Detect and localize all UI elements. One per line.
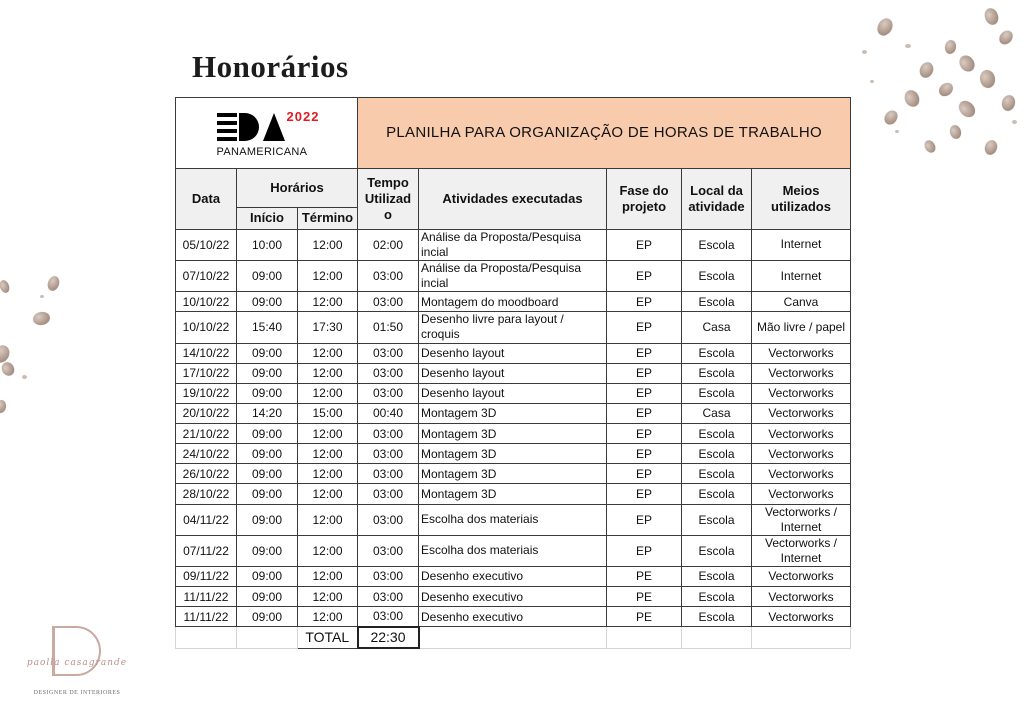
total-empty-cell <box>607 627 682 648</box>
cell-atividade: Montagem 3D <box>419 484 607 504</box>
cell-fase: EP <box>607 444 682 464</box>
cell-local: Casa <box>682 403 752 423</box>
cell-data: 04/11/22 <box>176 504 237 535</box>
table-row <box>176 312 851 343</box>
cell-local: Escola <box>682 464 752 484</box>
cell-tempo: 03:00 <box>358 343 419 363</box>
cell-termino: 12:00 <box>298 383 358 403</box>
cell-termino: 12:00 <box>298 587 358 607</box>
cell-tempo: 03:00 <box>358 587 419 607</box>
cell-tempo: 03:00 <box>358 383 419 403</box>
cell-inicio: 09:00 <box>237 504 298 535</box>
cell-data: 07/10/22 <box>176 261 237 292</box>
cell-inicio: 15:40 <box>237 312 298 343</box>
cell-atividade: Montagem 3D <box>419 403 607 423</box>
cell-inicio: 09:00 <box>237 535 298 566</box>
total-row <box>176 627 851 648</box>
cell-termino: 12:00 <box>298 464 358 484</box>
cell-termino: 12:00 <box>298 261 358 292</box>
header-local: Local da atividade <box>682 169 752 229</box>
cell-fase: EP <box>607 403 682 423</box>
header-tempo-utilizado: Tempo Utilizad o <box>358 169 419 229</box>
cell-meios: Mão livre / papel <box>752 312 851 343</box>
total-label: TOTAL <box>298 627 358 648</box>
cell-atividade: Montagem do moodboard <box>419 292 607 312</box>
cell-atividade: Desenho layout <box>419 383 607 403</box>
cell-atividade: Análise da Proposta/Pesquisa incial <box>419 229 607 260</box>
cell-local: Escola <box>682 363 752 383</box>
cell-tempo: 03:00 <box>358 292 419 312</box>
cell-termino: 12:00 <box>298 444 358 464</box>
cell-fase: EP <box>607 484 682 504</box>
cell-inicio: 09:00 <box>237 261 298 292</box>
cell-inicio: 09:00 <box>237 587 298 607</box>
cell-tempo: 03:00 <box>358 535 419 566</box>
cell-termino: 12:00 <box>298 607 358 627</box>
cell-meios: Internet <box>752 229 851 260</box>
table-row <box>176 444 851 464</box>
cell-fase: EP <box>607 504 682 535</box>
table-row <box>176 607 851 627</box>
cell-data: 09/11/22 <box>176 566 237 586</box>
cell-data: 10/10/22 <box>176 292 237 312</box>
cell-data: 10/10/22 <box>176 312 237 343</box>
total-empty-cell <box>419 627 607 648</box>
cell-meios: Vectorworks <box>752 424 851 444</box>
cell-local: Escola <box>682 504 752 535</box>
cell-termino: 12:00 <box>298 229 358 260</box>
table-row <box>176 383 851 403</box>
cell-tempo: 03:00 <box>358 464 419 484</box>
cell-termino: 12:00 <box>298 504 358 535</box>
cell-fase: EP <box>607 424 682 444</box>
cell-data: 21/10/22 <box>176 424 237 444</box>
cell-fase: EP <box>607 383 682 403</box>
cell-inicio: 09:00 <box>237 292 298 312</box>
cell-meios: Vectorworks <box>752 484 851 504</box>
cell-data: 19/10/22 <box>176 383 237 403</box>
cell-fase: PE <box>607 587 682 607</box>
cell-tempo: 03:00 <box>358 607 419 627</box>
cell-local: Casa <box>682 312 752 343</box>
cell-data: 17/10/22 <box>176 363 237 383</box>
header-termino: Término <box>298 207 358 229</box>
table-row <box>176 535 851 566</box>
total-empty-cell <box>237 627 298 648</box>
cell-meios: Vectorworks <box>752 607 851 627</box>
cell-fase: EP <box>607 464 682 484</box>
header-meios: Meios utilizados <box>752 169 851 229</box>
signature-name: paolla casagrande <box>26 658 128 668</box>
cell-termino: 12:00 <box>298 292 358 312</box>
cell-meios: Vectorworks <box>752 403 851 423</box>
cell-meios: Canva <box>752 292 851 312</box>
cell-meios: Internet <box>752 261 851 292</box>
cell-termino: 12:00 <box>298 363 358 383</box>
cell-termino: 12:00 <box>298 484 358 504</box>
header-atividades: Atividades executadas <box>419 169 607 229</box>
cell-termino: 12:00 <box>298 535 358 566</box>
cell-inicio: 09:00 <box>237 343 298 363</box>
table-row <box>176 464 851 484</box>
work-hours-table <box>175 97 851 649</box>
cell-inicio: 09:00 <box>237 363 298 383</box>
cell-data: 28/10/22 <box>176 484 237 504</box>
cell-local: Escola <box>682 587 752 607</box>
cell-termino: 12:00 <box>298 566 358 586</box>
table-row <box>176 343 851 363</box>
table-row <box>176 261 851 292</box>
cell-inicio: 09:00 <box>237 464 298 484</box>
sheet-banner-title: PLANILHA PARA ORGANIZAÇÃO DE HORAS DE TRABALHO <box>358 98 851 169</box>
cell-atividade: Montagem 3D <box>419 464 607 484</box>
cell-atividade: Desenho executivo <box>419 587 607 607</box>
cell-atividade: Montagem 3D <box>419 444 607 464</box>
cell-local: Escola <box>682 229 752 260</box>
cell-fase: EP <box>607 363 682 383</box>
cell-fase: PE <box>607 607 682 627</box>
cell-fase: EP <box>607 535 682 566</box>
table-row <box>176 403 851 423</box>
cell-fase: EP <box>607 229 682 260</box>
cell-tempo: 03:00 <box>358 261 419 292</box>
logo-cell <box>176 98 358 169</box>
cell-fase: EP <box>607 343 682 363</box>
cell-local: Escola <box>682 343 752 363</box>
cell-data: 14/10/22 <box>176 343 237 363</box>
cell-inicio: 09:00 <box>237 444 298 464</box>
cell-meios: Vectorworks <box>752 383 851 403</box>
table-row <box>176 504 851 535</box>
cell-termino: 15:00 <box>298 403 358 423</box>
cell-atividade: Desenho livre para layout / croquis <box>419 312 607 343</box>
cell-data: 20/10/22 <box>176 403 237 423</box>
cell-inicio: 14:20 <box>237 403 298 423</box>
cell-meios: Vectorworks <box>752 444 851 464</box>
cell-meios: Vectorworks <box>752 343 851 363</box>
cell-atividade: Desenho layout <box>419 343 607 363</box>
signature-monogram <box>52 626 101 676</box>
cell-local: Escola <box>682 383 752 403</box>
cell-data: 11/11/22 <box>176 587 237 607</box>
cell-tempo: 00:40 <box>358 403 419 423</box>
cell-local: Escola <box>682 444 752 464</box>
header-data: Data <box>176 169 237 229</box>
cell-inicio: 09:00 <box>237 484 298 504</box>
designer-signature-logo <box>22 622 132 702</box>
cell-local: Escola <box>682 261 752 292</box>
cell-atividade: Montagem 3D <box>419 424 607 444</box>
cell-data: 26/10/22 <box>176 464 237 484</box>
header-fase: Fase do projeto <box>607 169 682 229</box>
cell-local: Escola <box>682 535 752 566</box>
cell-atividade: Análise da Proposta/Pesquisa incial <box>419 261 607 292</box>
cell-termino: 17:30 <box>298 312 358 343</box>
table-row <box>176 363 851 383</box>
cell-termino: 12:00 <box>298 343 358 363</box>
table-row <box>176 484 851 504</box>
header-inicio: Início <box>237 207 298 229</box>
logo-year: 2022 <box>286 109 320 125</box>
signature-subtitle: DESIGNER DE INTERIORES <box>33 690 121 696</box>
cell-tempo: 03:00 <box>358 566 419 586</box>
cell-inicio: 09:00 <box>237 566 298 586</box>
total-empty-cell <box>682 627 752 648</box>
cell-tempo: 03:00 <box>358 504 419 535</box>
cell-inicio: 09:00 <box>237 607 298 627</box>
table-row <box>176 587 851 607</box>
cell-atividade: Desenho executivo <box>419 566 607 586</box>
cell-meios: Vectorworks <box>752 363 851 383</box>
cell-data: 11/11/22 <box>176 607 237 627</box>
cell-meios: Vectorworks <box>752 464 851 484</box>
cell-data: 07/11/22 <box>176 535 237 566</box>
cell-meios: Vectorworks <box>752 587 851 607</box>
cell-atividade: Desenho layout <box>419 363 607 383</box>
cell-tempo: 03:00 <box>358 363 419 383</box>
total-value: 22:30 <box>358 627 419 648</box>
cell-atividade: Escolha dos materiais <box>419 504 607 535</box>
cell-inicio: 10:00 <box>237 229 298 260</box>
table-row <box>176 566 851 586</box>
cell-local: Escola <box>682 607 752 627</box>
cell-local: Escola <box>682 566 752 586</box>
table-row <box>176 424 851 444</box>
cell-local: Escola <box>682 424 752 444</box>
cell-local: Escola <box>682 292 752 312</box>
cell-tempo: 02:00 <box>358 229 419 260</box>
cell-fase: PE <box>607 566 682 586</box>
cell-meios: Vectorworks <box>752 566 851 586</box>
cell-inicio: 09:00 <box>237 424 298 444</box>
table-row <box>176 292 851 312</box>
cell-data: 24/10/22 <box>176 444 237 464</box>
page-title: Honorários <box>192 48 349 84</box>
cell-atividade: Desenho executivo <box>419 607 607 627</box>
cell-meios: Vectorworks / Internet <box>752 504 851 535</box>
cell-tempo: 03:00 <box>358 484 419 504</box>
cell-meios: Vectorworks / Internet <box>752 535 851 566</box>
cell-local: Escola <box>682 484 752 504</box>
table-row <box>176 229 851 260</box>
cell-termino: 12:00 <box>298 424 358 444</box>
cell-tempo: 03:00 <box>358 424 419 444</box>
panamericana-logo <box>216 105 320 161</box>
header-horarios: Horários <box>237 169 358 207</box>
total-empty-cell <box>176 627 237 648</box>
cell-inicio: 09:00 <box>237 383 298 403</box>
cell-fase: EP <box>607 292 682 312</box>
cell-tempo: 01:50 <box>358 312 419 343</box>
cell-data: 05/10/22 <box>176 229 237 260</box>
cell-tempo: 03:00 <box>358 444 419 464</box>
cell-fase: EP <box>607 261 682 292</box>
cell-atividade: Escolha dos materiais <box>419 535 607 566</box>
total-empty-cell <box>752 627 851 648</box>
logo-wordmark: PANAMERICANA <box>216 146 308 159</box>
cell-fase: EP <box>607 312 682 343</box>
